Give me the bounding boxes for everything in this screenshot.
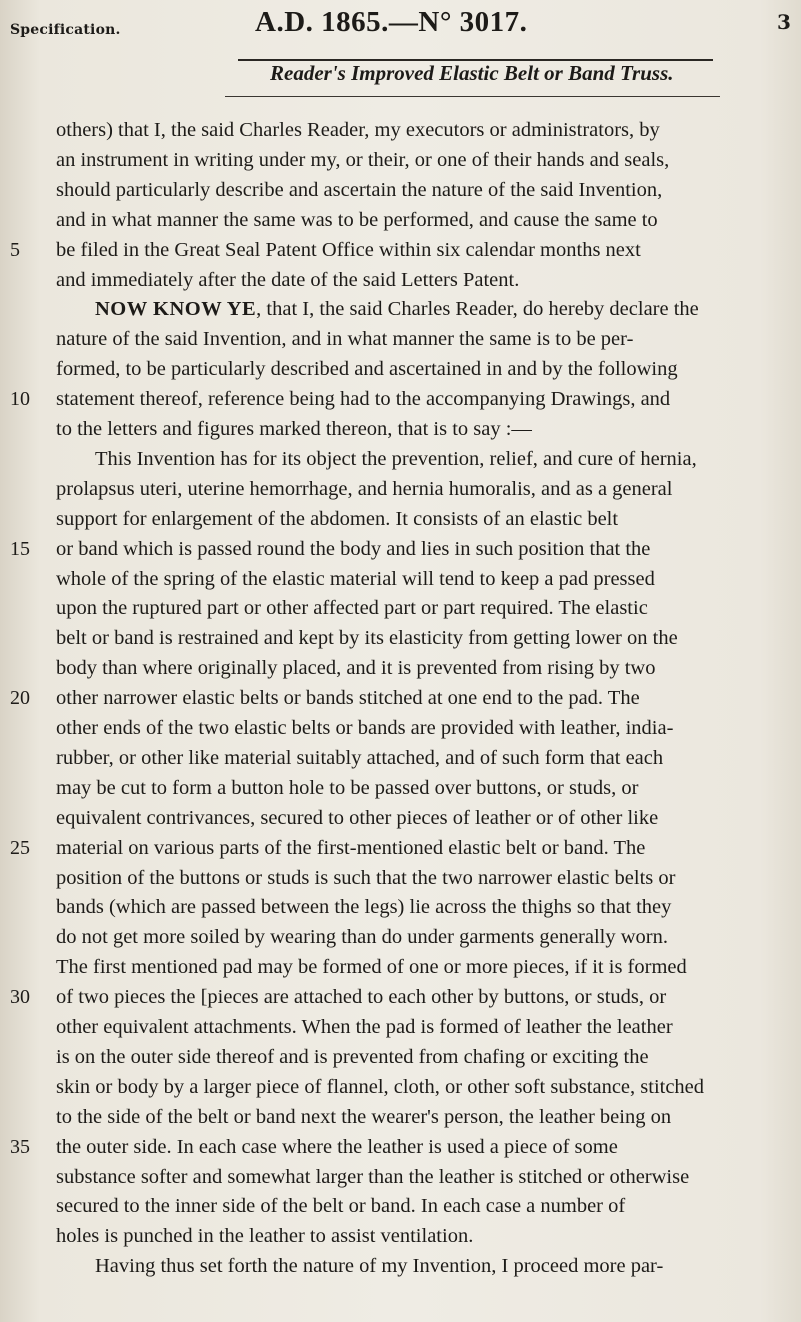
- subtitle-rule: [225, 96, 720, 97]
- margin-line-number: 15: [10, 537, 30, 560]
- text-line: other narrower elastic belts or bands stitched at one end to the pad. The: [56, 687, 640, 710]
- text-line: of two pieces the [pieces are attached to each other by buttons, or studs, or: [56, 986, 667, 1009]
- text-line: or band which is passed round the body and lies in such position that the: [56, 537, 651, 560]
- text-line: may be cut to form a button hole to be passed over buttons, or studs, or: [56, 776, 639, 799]
- running-subtitle: Reader's Improved Elastic Belt or Band Truss.: [270, 61, 674, 85]
- text-line: substance softer and somewhat larger than the leather is stitched or otherwise: [56, 1165, 690, 1188]
- margin-line-number: 35: [10, 1135, 30, 1158]
- text-line: other equivalent attachments. When the pad is formed of leather the leather: [56, 1016, 673, 1038]
- text-line: nature of the said Invention, and in what manner the same is to be per-: [56, 328, 634, 351]
- text-line: body than where originally placed, and it is prevented from rising by two: [56, 657, 656, 680]
- text-line: belt or band is restrained and kept by its elasticity from getting lower on the: [56, 627, 678, 650]
- text-line: an instrument in writing under my, or their, or one of their hands and seals,: [56, 148, 670, 171]
- page-title: A.D. 1865.—N° 3017.: [255, 6, 528, 38]
- text-line: Having thus set forth the nature of my Invention, I proceed more par-: [95, 1255, 664, 1278]
- text-line: should particularly describe and ascertain the nature of the said Invention,: [56, 178, 663, 201]
- text-line: to the side of the belt or band next the wearer's person, the leather being on: [56, 1105, 672, 1128]
- specification-label: Specification.: [10, 22, 121, 38]
- text-line: NOW KNOW YE, that I, the said Charles Reader, do hereby declare the: [95, 298, 699, 321]
- text-line: rubber, or other like material suitably attached, and of such form that each: [56, 746, 664, 769]
- text-line: others) that I, the said Charles Reader, my executors or administrators, by: [56, 119, 660, 141]
- text-line: and immediately after the date of the said Letters Patent.: [56, 268, 520, 291]
- lead-in-caps: NOW KNOW YE: [95, 298, 257, 321]
- text-line: upon the ruptured part or other affected part or part required. The elastic: [56, 597, 648, 620]
- text-line: support for enlargement of the abdomen. It consists of an elastic belt: [56, 507, 619, 530]
- text-line: equivalent contrivances, secured to other pieces of leather or of other like: [56, 806, 659, 829]
- text-line: statement thereof, reference being had to the accompanying Drawings, and: [56, 388, 671, 411]
- margin-line-number: 10: [10, 388, 30, 411]
- text-line: skin or body by a larger piece of flannel, cloth, or other soft substance, stitched: [56, 1075, 705, 1098]
- text-line: is on the outer side thereof and is prevented from chafing or exciting the: [56, 1045, 649, 1068]
- text-line: This Invention has for its object the prevention, relief, and cure of hernia,: [95, 447, 697, 470]
- text-line: bands (which are passed between the legs) lie across the thighs so that they: [56, 896, 672, 919]
- text-line: holes is punched in the leather to assist ventilation.: [56, 1225, 474, 1248]
- text-line: the outer side. In each case where the leather is used a piece of some: [56, 1135, 618, 1158]
- text-line: other ends of the two elastic belts or bands are provided with leather, india-: [56, 717, 674, 739]
- page-number: 3: [777, 10, 791, 34]
- margin-line-number: 30: [10, 986, 30, 1009]
- text-line: to the letters and figures marked thereon, that is to say :—: [56, 418, 532, 440]
- margin-line-number: 20: [10, 687, 30, 710]
- text-line: The first mentioned pad may be formed of one or more pieces, if it is formed: [56, 956, 687, 979]
- text-line: do not get more soiled by wearing than do under garments generally worn.: [56, 926, 668, 949]
- text-line: and in what manner the same was to be performed, and cause the same to: [56, 208, 658, 231]
- text-line: whole of the spring of the elastic material will tend to keep a pad pressed: [56, 567, 655, 590]
- text-line: prolapsus uteri, uterine hemorrhage, and hernia humoralis, and as a general: [56, 477, 673, 500]
- text-line: position of the buttons or studs is such that the two narrower elastic belts or: [56, 866, 676, 889]
- text-line: material on various parts of the first-mentioned elastic belt or band. The: [56, 836, 646, 859]
- margin-line-number: 5: [10, 238, 20, 261]
- text-line: secured to the inner side of the belt or band. In each case a number of: [56, 1195, 626, 1218]
- text-line: be filed in the Great Seal Patent Office within six calendar months next: [56, 238, 641, 261]
- text-line: formed, to be particularly described and ascertained in and by the following: [56, 358, 678, 381]
- margin-line-number: 25: [10, 836, 30, 859]
